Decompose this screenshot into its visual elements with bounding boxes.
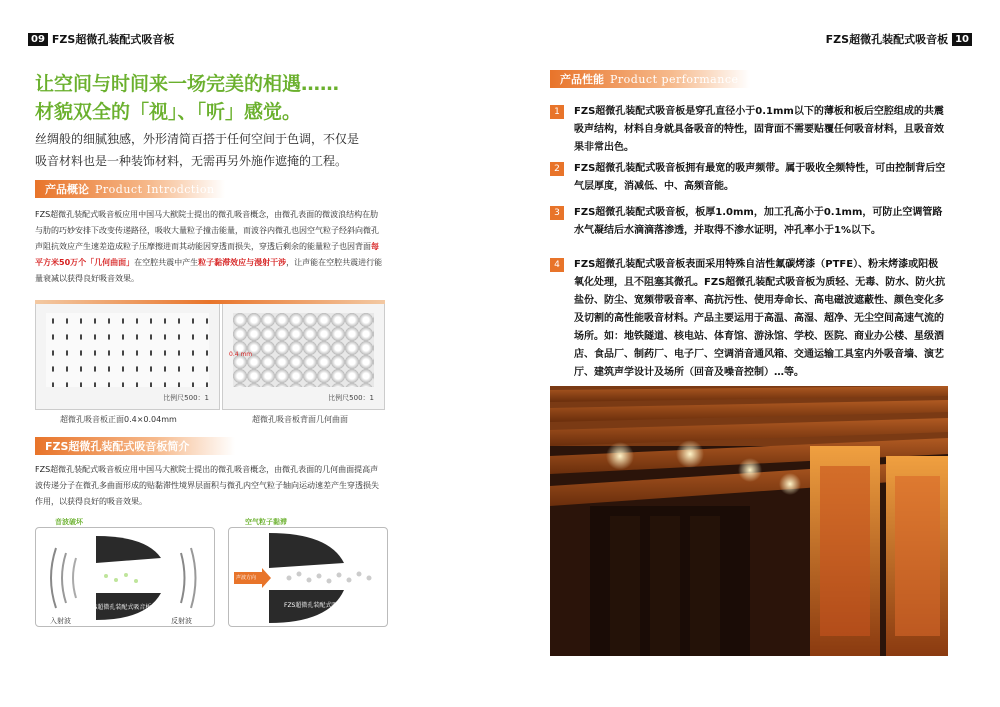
performance-item-text: FZS超微孔装配式吸音板是穿孔直径小于0.1mm以下的薄板和板后空腔组成的共震吸声结构，材料自身就具备吸音的特性，固背面不需要贴覆任何吸音材料，且吸音效果非常出色。 bbox=[574, 106, 944, 153]
air-particle-diagram bbox=[228, 527, 388, 627]
sound-wave-illustration bbox=[36, 528, 215, 627]
scale-label-front: 比例尺500：1 bbox=[163, 394, 209, 402]
micro-image-front bbox=[35, 302, 220, 410]
brief-title: FZS超微孔装配式吸音板简介 bbox=[45, 440, 190, 453]
performance-item-2 bbox=[550, 160, 948, 196]
right-page-number: 10 bbox=[952, 33, 972, 46]
overview-text-b: 在空腔共震中产生 bbox=[134, 258, 199, 267]
sound-wave-diagram bbox=[35, 527, 215, 627]
brief-section-header bbox=[35, 437, 235, 455]
right-header-title: FZS超微孔装配式吸音板 bbox=[825, 33, 949, 46]
overview-section-header bbox=[35, 180, 225, 198]
left-header-title: FZS超微孔装配式吸音板 bbox=[51, 33, 175, 46]
performance-item-1 bbox=[550, 103, 948, 157]
overview-text-a: FZS超微孔装配式吸音板应用中国马大猷院士提出的微孔吸音概念，由微孔表面的微波浪结构在肋与肋的巧妙安排下改变传递路径，吸收大量粒子撞击能量，而波谷内微孔也因空气粒子经斜向微孔声阻抗效应产生速差造成粒子压摩擦进而其动能因穿透而损失，穿透后剩余的能量粒子也因背面 bbox=[35, 210, 379, 251]
performance-item-text: FZS超微孔装配式吸音板拥有最宽的吸声频带。属于吸收全频特性，可由控制背后空气层厚度，消减低、中、高频音能。 bbox=[574, 163, 946, 192]
scale-label-back: 比例尺500：1 bbox=[328, 394, 374, 402]
installation-photo bbox=[550, 386, 948, 656]
brief-paragraph: FZS超微孔装配式吸音板应用中国马大猷院士提出的微孔吸音概念，由微孔表面的几何曲面提高声波传递分子在微孔多曲面形成的贴黏滞性境界层面积与微孔内空气粒子轴向运动速差产生穿透损失作用，以获得良好的吸音效果。 bbox=[35, 465, 379, 506]
decorative-strip bbox=[35, 300, 385, 304]
caption-front: 超微孔吸音板正面0.4×0.04mm bbox=[60, 415, 177, 424]
headline bbox=[35, 70, 339, 126]
overview-title-cn: 产品概论 bbox=[45, 183, 89, 196]
item-number-badge: 4 bbox=[550, 258, 564, 272]
overview-paragraph bbox=[35, 207, 383, 287]
diagram1-board-label: FZS超微孔装配式吸音板 bbox=[86, 604, 152, 611]
diagram2-board-label: FZS超微孔装配式吸音板 bbox=[284, 602, 350, 609]
diagram1-title: 音波破坏 bbox=[55, 518, 83, 526]
performance-item-3 bbox=[550, 204, 948, 240]
item-number-badge: 1 bbox=[550, 105, 564, 119]
headline-line-2: 材貌双全的「视」、「听」感觉。 bbox=[35, 101, 302, 123]
perforation-pattern bbox=[46, 313, 209, 387]
incident-wave-label: 入射波 bbox=[50, 617, 71, 625]
intro-text: 丝绸般的细腻独感，外形清简百搭于任何空间于色调，不仅是吸音材料也是一种装饰材料，无需再另外施作遮掩的工程。 bbox=[35, 132, 360, 168]
left-page-number: 09 bbox=[28, 33, 48, 46]
micro-image-back bbox=[222, 302, 385, 410]
overview-highlight-1: 每平方米50万个「几何曲面」 bbox=[35, 242, 379, 267]
headline-line-1: 让空间与时间来一场完美的相遇…… bbox=[35, 73, 340, 95]
wave-direction-label: 声波方向 bbox=[236, 575, 257, 581]
dimension-label: 0.4 mm bbox=[229, 351, 253, 358]
performance-section-header bbox=[550, 70, 750, 88]
item-number-badge: 2 bbox=[550, 162, 564, 176]
ceiling-interior-illustration bbox=[550, 386, 948, 656]
overview-title-en: Product Introdction bbox=[95, 182, 215, 196]
performance-item-4 bbox=[550, 256, 948, 382]
performance-item-text: FZS超微孔装配式吸音板表面采用特殊自洁性氟碳烤漆（PTFE）、粉末烤漆或阳极氧化处理，且不阻塞其微孔。FZS超微孔装配式吸音板为质轻、无毒、防水、防火抗盐份、防尘、宽频带吸音率、高抗污性、使用寿命长、高电磁波遮蔽性、颜色变化多及切割的高性能吸音材料。产品主要运用于高温、高湿、超净、无尘空间高速气流的场所。如：地铁隧道、核电站、体育馆、游泳馆、学校、医院、商业办公楼、星级酒店、食品厂、制药厂、电子厂、空调消音通风箱、交通运输工具室内外吸音墙、演艺厅、建筑声学设计及场所（回音及噪音控制）…等。 bbox=[574, 259, 946, 378]
overview-highlight-2: 粒子黏滞效应与漫射干涉 bbox=[198, 258, 287, 267]
performance-title-en: Product performance bbox=[610, 72, 739, 86]
item-number-badge: 3 bbox=[550, 206, 564, 220]
caption-back: 超微孔吸音板背面几何曲面 bbox=[252, 415, 348, 424]
reflected-wave-label: 反射波 bbox=[171, 617, 192, 625]
geometric-surface-pattern bbox=[233, 313, 374, 387]
overview-text-c: ，让声能在空腔共震进行能量衰减以获得良好吸音效果。 bbox=[35, 258, 383, 283]
performance-item-text: FZS超微孔装配式吸音板，板厚1.0mm，加工孔高小于0.1mm，可防止空调管路水气凝结后水滴滴落渗透，并取得不渗水证明，冲孔率小于1%以下。 bbox=[574, 207, 943, 236]
diagram2-title: 空气粒子黏滞 bbox=[245, 518, 287, 526]
performance-title-cn: 产品性能 bbox=[560, 73, 604, 86]
